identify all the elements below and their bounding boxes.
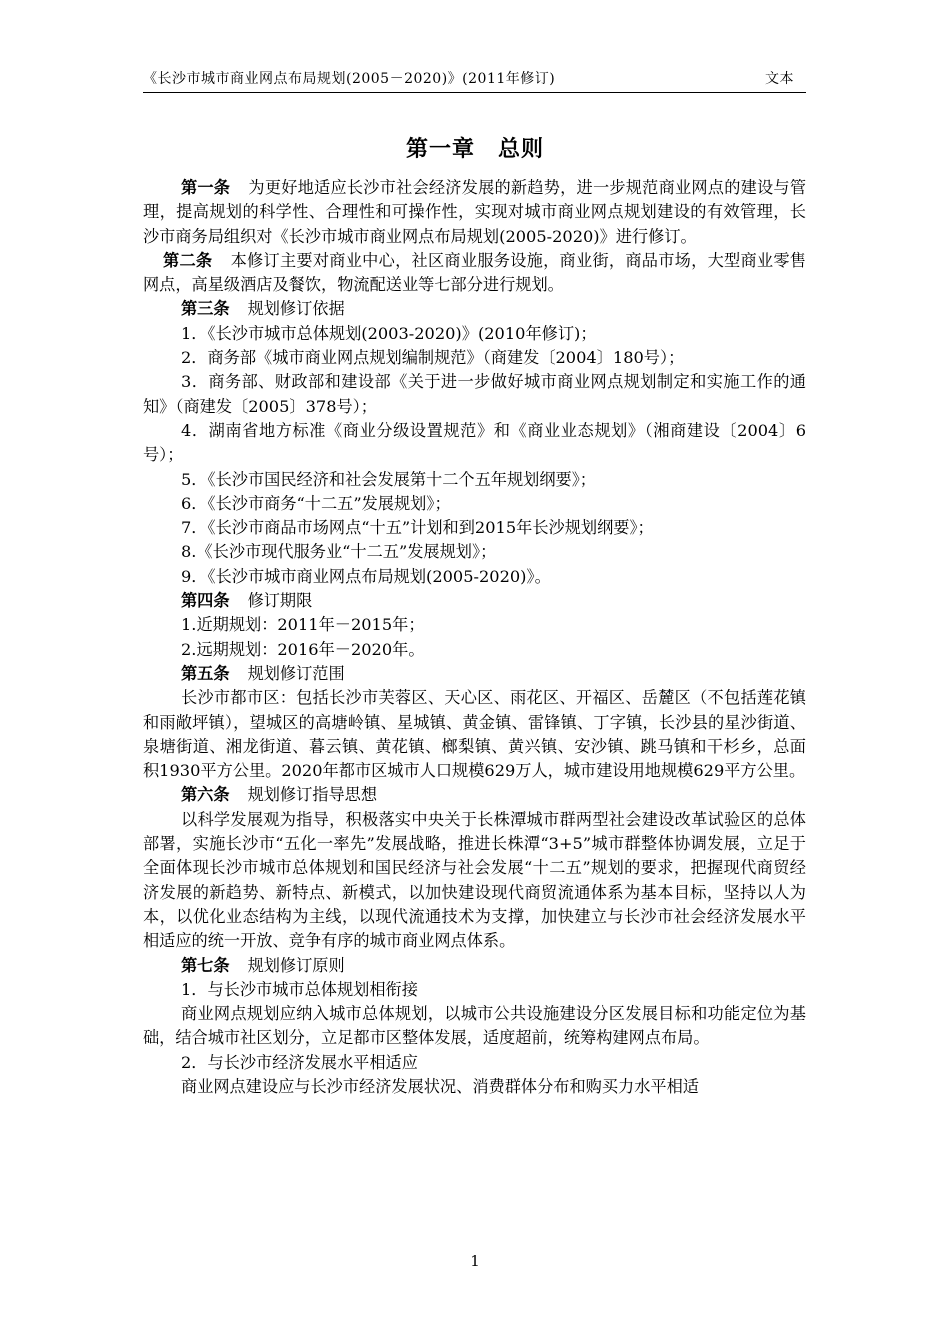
- article-text: 为更好地适应长沙市社会经济发展的新趋势，进一步规范商业网点的建设与管理，提高规划的科学性、合理性和可操作性，实现对城市商业网点规划建设的有效管理，长沙市商务局组织对《长沙市城市商业网点布局规划(2005-2020)》进行修订。: [143, 178, 806, 246]
- article-7: [143, 954, 806, 978]
- article-3: [143, 297, 806, 321]
- article-label: 第六条: [181, 785, 230, 805]
- article-label: 第四条: [181, 591, 230, 611]
- list-item: 1．《长沙市城市总体规划(2003-2020)》(2010年修订)；: [181, 323, 597, 343]
- article-text: 规划修订原则: [247, 955, 345, 975]
- principle-paragraph: 商业网点规划应纳入城市总体规划，以城市公共设施建设分区发展目标和功能定位为基础，结合城市社区划分，立足都市区整体发展，适度超前，统筹构建网点布局。: [143, 1004, 806, 1048]
- scope-paragraph: 长沙市都市区：包括长沙市芙蓉区、天心区、雨花区、开福区、岳麓区（不包括莲花镇和雨敞坪镇），望城区的高塘岭镇、星城镇、黄金镇、雷锋镇、丁字镇，长沙县的星沙街道、泉塘街道、湘龙街道、暮云镇、黄花镇、榔梨镇、黄兴镇、安沙镇、跳马镇和干杉乡，总面积1930平方公里。2020年都市区城市人口规模629万人，城市建设用地规模629平方公里。: [143, 688, 806, 781]
- article-label: 第一条: [181, 178, 231, 197]
- list-item: 8.《长沙市现代服务业“十二五”发展规划》；: [181, 542, 497, 562]
- list-item: 3．商务部、财政部和建设部《关于进一步做好城市商业网点规划制定和实施工作的通知》（商建发〔2005〕378号）；: [143, 372, 806, 416]
- article-1: [143, 176, 806, 249]
- guiding-paragraph: 以科学发展观为指导，积极落实中央关于长株潭城市群两型社会建设改革试验区的总体部署，实施长沙市“五化一率先”发展战略，推进长株潭“3+5”城市群整体协调发展，立足于全面体现长沙市城市总体规划和国民经济与社会发展“十二五”规划的要求，把握现代商贸经济发展的新趋势、新特点、新模式，以加快建设现代商贸流通体系为基本目标，坚持以人为本，以优化业态结构为主线，以现代流通技术为支撑，加快建立与长沙市社会经济发展水平相适应的统一开放、竞争有序的城市商业网点体系。: [143, 809, 806, 951]
- article-text: 规划修订范围: [247, 663, 345, 683]
- header-doc-title: 《长沙市城市商业网点布局规划(2005－2020)》(2011年修订): [143, 71, 556, 87]
- article-5: [143, 662, 806, 686]
- principle-heading: 1．与长沙市城市总体规划相衔接: [181, 979, 418, 999]
- principle-heading: 2．与长沙市经济发展水平相适应: [181, 1052, 418, 1072]
- article-label: 第三条: [181, 299, 230, 319]
- article-text: 本修订主要对商业中心，社区商业服务设施，商业街，商品市场，大型商业零售网点，高星级酒店及餐饮，物流配送业等七部分进行规划。: [143, 250, 806, 295]
- principle-paragraph: 商业网点建设应与长沙市经济发展状况、消费群体分布和购买力水平相适: [181, 1076, 699, 1096]
- list-item: 2．商务部《城市商业网点规划编制规范》（商建发〔2004〕180号）；: [181, 348, 685, 368]
- list-item: 7．《长沙市商品市场网点“十五”计划和到2015年长沙规划纲要》；: [181, 518, 654, 538]
- article-2: [143, 249, 806, 298]
- list-item: 6．《长沙市商务“十二五”发展规划》；: [181, 493, 451, 513]
- article-label: 第五条: [181, 663, 230, 683]
- list-item: 9．《长沙市城市商业网点布局规划(2005-2020)》。: [181, 566, 551, 586]
- document-body: [143, 176, 806, 1099]
- article-label: 第二条: [163, 250, 213, 270]
- list-item: 5．《长沙市国民经济和社会发展第十二个五年规划纲要》；: [181, 469, 596, 489]
- list-item: 1.近期规划：2011年－2015年；: [181, 615, 425, 635]
- article-label: 第七条: [181, 955, 230, 975]
- article-text: 修订期限: [247, 591, 313, 611]
- list-item: 2.远期规划：2016年－2020年。: [181, 639, 425, 659]
- article-text: 规划修订依据: [247, 299, 345, 319]
- article-4: [143, 589, 806, 613]
- article-text: 规划修订指导思想: [247, 785, 378, 805]
- chapter-title: 第一章 总则: [405, 137, 544, 162]
- page-number: 1: [470, 1252, 480, 1270]
- list-item: 4．湖南省地方标准《商业分级设置规范》和《商业业态规划》（湘商建设〔2004〕6号）；: [143, 420, 806, 465]
- article-6: [143, 783, 806, 807]
- page-header: [143, 66, 806, 93]
- header-doc-type: 文本: [765, 71, 794, 87]
